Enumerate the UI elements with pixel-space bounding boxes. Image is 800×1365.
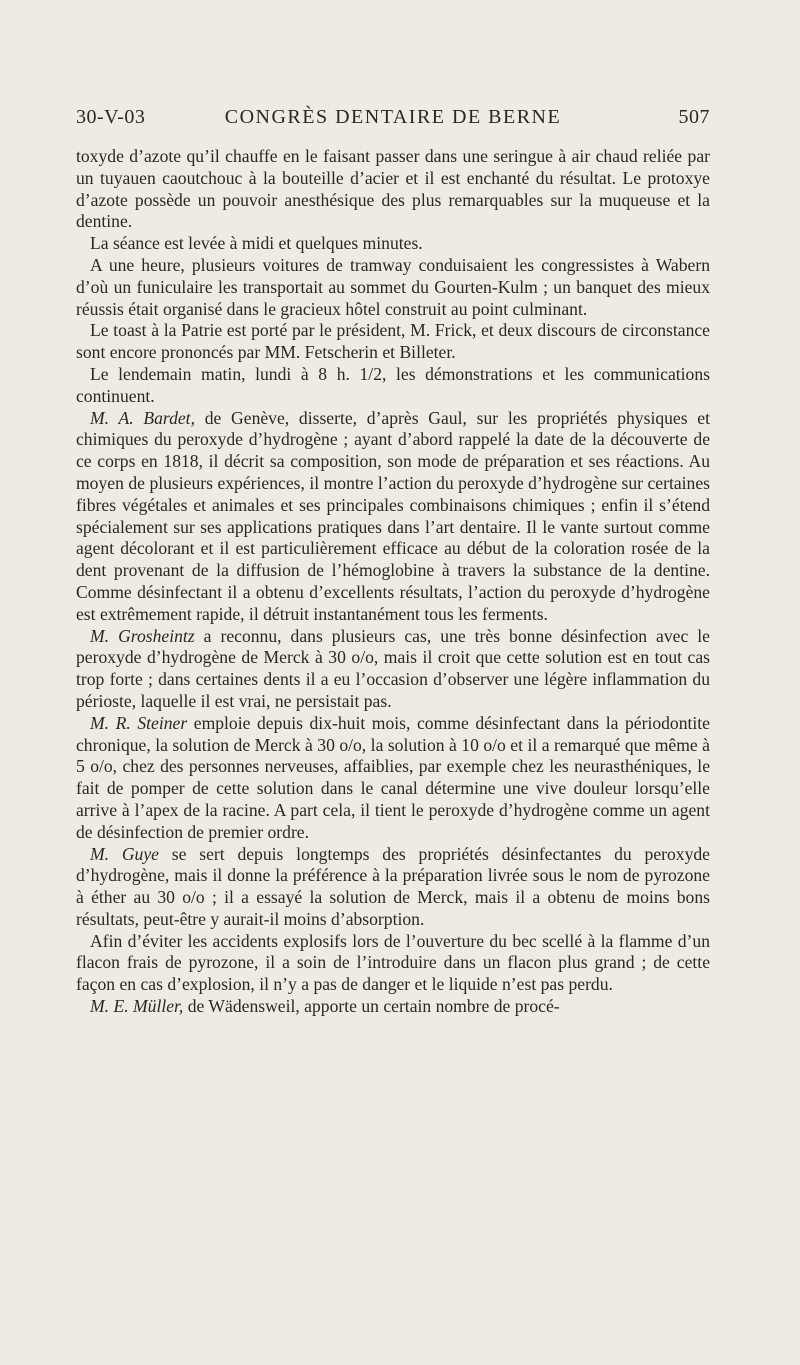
paragraph-text: toxyde d’azote qu’il chauffe en le faisant passer dans une seringue à air chaud reliée par un tuyauen caoutchouc à la bouteille d’acier et il est enchanté du résultat. Le protoxye d’azote possède un pouvoir anesthésique des plus remarquables sur la muqueuse et la dentine.	[76, 146, 710, 232]
paragraph-text: emploie depuis dix-huit mois, comme désinfectant dans la périodontite chronique, la solution de Merck à 30 o/o, la solution à 10 o/o et il a remarqué que même à 5 o/o, chez des personnes nerveuses, affaiblies, par exemple chez les neurasthéniques, le fait de pomper de cette solution dans le canal détermine une vive douleur lorsqu’elle arrive à l’apex de la racine. A part cela, il tient le peroxyde d’hydrogène comme un agent de désinfection de premier ordre.	[76, 712, 710, 842]
paragraph	[76, 146, 710, 233]
paragraph	[76, 626, 710, 713]
header-title: CONGRÈS DENTAIRE DE BERNE	[224, 106, 562, 128]
paragraph-text: Afin d’éviter les accidents explosifs lors de l’ouverture du bec scellé à la flamme d’un flacon frais de pyrozone, il a soin de l’introduire dans un flacon plus grand ; de cette façon en cas d’explosion, il n’y a pas de danger et le liquide n’est pas perdu.	[76, 930, 710, 995]
paragraph	[76, 255, 710, 320]
paragraph	[76, 931, 710, 996]
paragraph-text: se sert depuis longtemps des propriétés désinfectantes du peroxyde d’hydrogène, mais il donne la préférence à la préparation livrée sous le nom de pyrozone à éther au 30 o/o ; il a essayé la solution de Merck, mais il a obtenu de moins bons résultats, peut-être y aurait-il moins d’absorption.	[76, 843, 710, 929]
speaker-name: M. Grosheintz	[90, 625, 195, 646]
paragraph-text: de Wädensweil, apporte un certain nombre de procé-	[183, 996, 560, 1017]
paragraph-text: Le toast à la Patrie est porté par le président, M. Frick, et deux discours de circonstance sont encore prononcés par MM. Fetscherin et Billeter.	[76, 320, 710, 363]
speaker-name: M. E. Müller,	[90, 996, 184, 1017]
paragraph-text: Le lendemain matin, lundi à 8 h. 1/2, les démonstrations et les communications continuent.	[76, 363, 710, 406]
paragraph-text: A une heure, plusieurs voitures de tramway conduisaient les congressistes à Wabern d’où un funiculaire les transportait au sommet du Gourten-Kulm ; un banquet des mieux réussis était organisé dans le gracieux hôtel construit au point culminant.	[76, 254, 710, 319]
body-text	[76, 146, 710, 1018]
running-header	[76, 106, 710, 138]
paragraph	[76, 713, 710, 844]
paragraph	[76, 233, 710, 255]
paragraph-text: a reconnu, dans plusieurs cas, une très bonne désinfection avec le peroxyde d’hydrogène de Merck à 30 o/o, mais il croit que cette solution est en tout cas trop forte ; dans certaines dents il a eu l’occasion d’observer une légère inflammation du périoste, laquelle il est vrai, ne persistait pas.	[76, 625, 710, 711]
paragraph	[76, 320, 710, 364]
paragraph-text: de Genève, disserte, d’après Gaul, sur les propriétés physiques et chimiques du peroxyde d’hydrogène ; ayant d’abord rappelé la date de la découverte de ce corps en 1818, il décrit sa composition, son mode de préparation et ses réactions. Au moyen de plusieurs expériences, il montre l’action du peroxyde d’hydrogène sur certaines fibres végétales et animales et ses principales combinaisons chimiques ; enfin il s’étend spécialement sur ses applications pratiques dans l’art dentaire. Il le vante surtout comme agent décolorant et il est particulièrement efficace au début de la coloration rosée de la dent provenant de la diffusion de l’hémoglobine à travers la substance de la dentine. Comme désinfectant il a obtenu d’excellents résultats, l’action du peroxyde d’hydrogène est extrêmement rapide, il détruit instantanément tous les ferments.	[76, 407, 711, 624]
paragraph	[76, 996, 710, 1018]
speaker-name: M. R. Steiner	[90, 712, 188, 733]
speaker-name: M. Guye	[90, 843, 159, 864]
header-date: 30-V-03	[76, 106, 146, 128]
speaker-name: M. A. Bardet,	[90, 407, 195, 428]
paragraph	[76, 408, 710, 626]
page-number: 507	[678, 106, 710, 128]
paragraph	[76, 364, 710, 408]
paragraph-text: La séance est levée à midi et quelques minutes.	[90, 233, 423, 254]
paragraph	[76, 844, 710, 931]
